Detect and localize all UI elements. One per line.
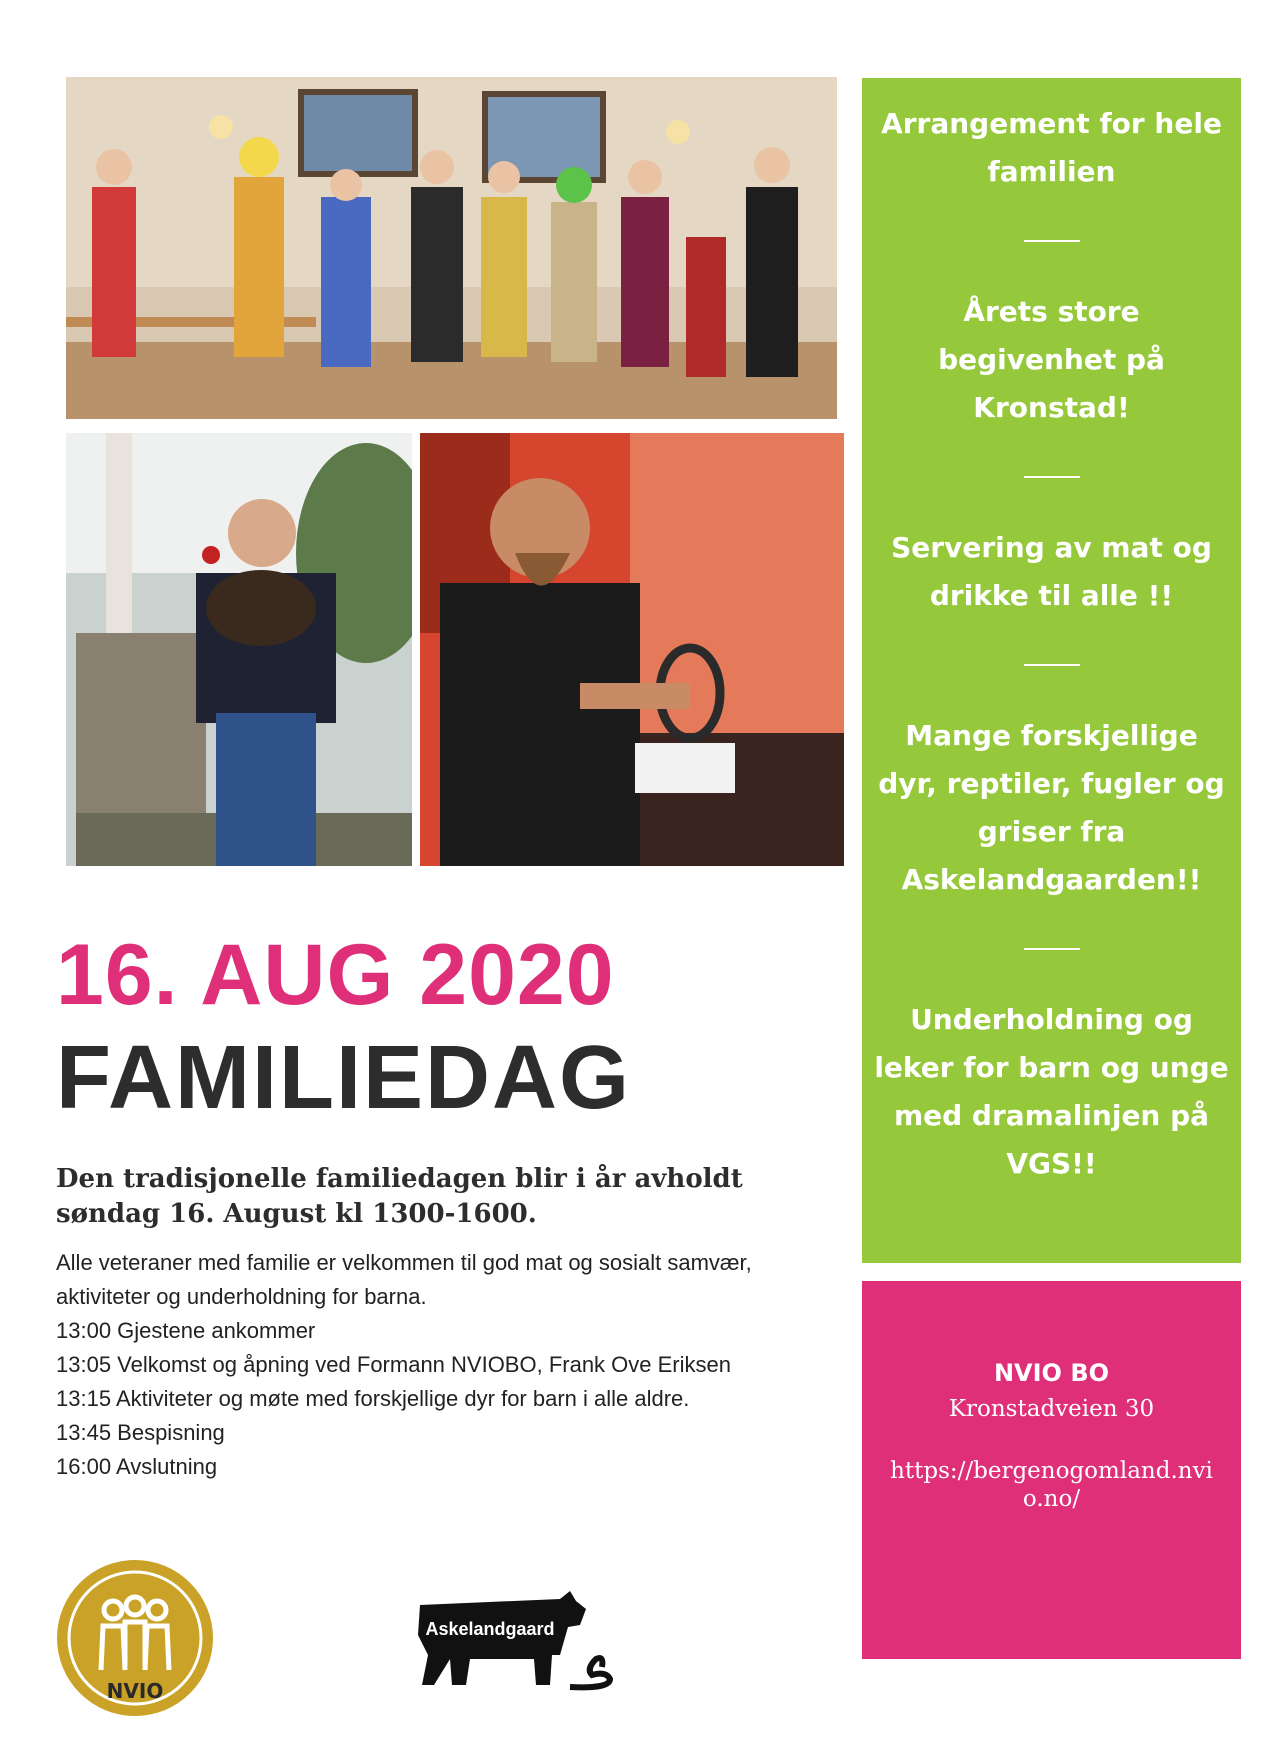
contact-address: Kronstadveien 30 xyxy=(948,1396,1155,1422)
divider xyxy=(1024,664,1080,666)
highlight-entertainment: Underholdning og leker for barn og unge med dramalinjen på VGS!! xyxy=(874,1003,1229,1180)
highlights-panel xyxy=(862,78,1241,1263)
highlight-food: Servering av mat og drikke til alle !! xyxy=(891,531,1212,612)
highlight-big-event: Årets store begivenhet på Kronstad! xyxy=(938,295,1165,424)
contact-url[interactable]: https://bergenogomland.nvio.no/ xyxy=(890,1458,1213,1512)
program-item: 13:15 Aktiviteter og møte med forskjellige dyr for barn i alle aldre. xyxy=(56,1386,690,1411)
program-item: 16:00 Avslutning xyxy=(56,1454,218,1479)
divider xyxy=(1024,476,1080,478)
program-item: 13:45 Bespisning xyxy=(56,1420,225,1445)
divider xyxy=(1024,240,1080,242)
event-body xyxy=(56,1246,826,1484)
nvio-logo-text: NVIO xyxy=(106,1679,164,1703)
event-date: 16. AUG 2020 xyxy=(56,927,615,1023)
highlight-animals: Mange forskjellige dyr, reptiler, fugler og griser fra Askelandgaarden!! xyxy=(878,719,1225,896)
snake-icon xyxy=(570,1658,610,1687)
event-title: FAMILIEDAG xyxy=(56,1028,631,1128)
program-item: 13:00 Gjestene ankommer xyxy=(56,1318,316,1343)
program-item: 13:05 Velkomst og åpning ved Formann NVIOBO, Frank Ove Eriksen xyxy=(56,1352,731,1377)
highlight-family: Arrangement for hele familien xyxy=(881,107,1222,188)
nvio-logo-icon xyxy=(55,1558,215,1718)
photo-drama-group xyxy=(66,77,837,419)
event-intro: Alle veteraner med familie er velkommen til god mat og sosialt samvær, aktiviteter og underholdning for barna. xyxy=(56,1250,752,1309)
photo-man-with-rooster xyxy=(66,433,412,866)
askeland-logo-text: Askelandgaard xyxy=(425,1619,555,1639)
contact-panel xyxy=(862,1281,1241,1659)
photo-man-with-snake xyxy=(420,433,844,866)
divider xyxy=(1024,948,1080,950)
event-lead: Den tradisjonelle familiedagen blir i år avholdt søndag 16. August kl 1300-1600. xyxy=(56,1164,743,1229)
contact-org: NVIO BO xyxy=(993,1359,1110,1387)
askeland-logo xyxy=(410,1585,625,1695)
